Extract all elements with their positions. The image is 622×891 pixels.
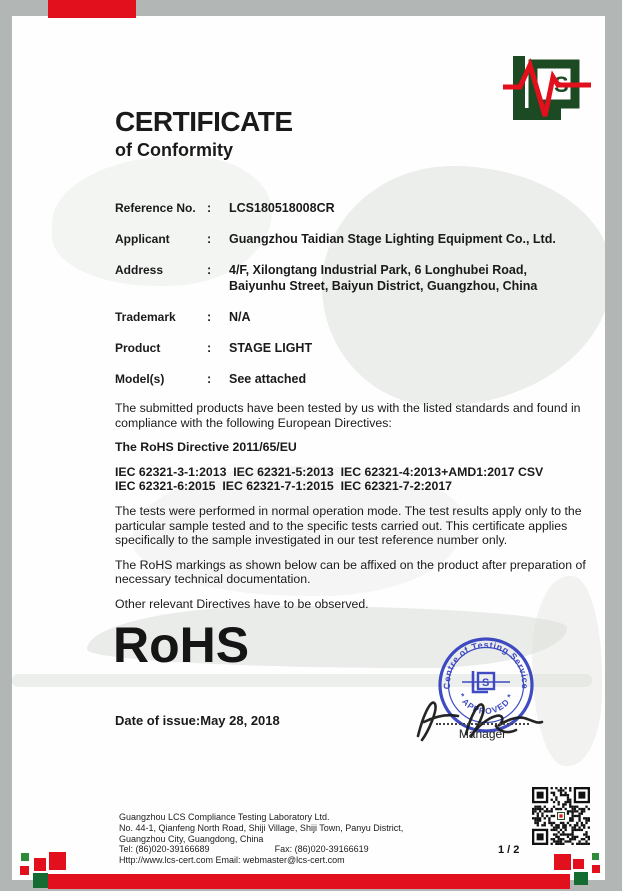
certificate-subtitle: of Conformity (115, 140, 233, 160)
standards-line-2: IEC 62321-6:2015 IEC 62321-7-1:2015 IEC 62321-7-2:2017 (115, 479, 453, 494)
footer-address-1: No. 44-1, Qianfeng North Road, Shiji Village, Shiji Town, Panyu District, (119, 822, 404, 833)
page-indicator: 1 / 2 (498, 844, 520, 856)
signature-role-label: Manager (458, 727, 507, 741)
footer-address-2: Guangzhou City, Guangdong, China (119, 833, 264, 844)
certificate-body (115, 401, 605, 622)
field-value: STAGE LIGHT (229, 341, 313, 355)
field-value: Guangzhou Taidian Stage Lighting Equipment Co., Ltd. (229, 232, 556, 246)
field-colon: : (207, 201, 212, 215)
deco-square (554, 854, 571, 870)
field-label: Address (115, 263, 164, 277)
certificate-page (12, 16, 605, 880)
deco-square (20, 866, 29, 875)
deco-square (49, 852, 66, 870)
lcs-logo (503, 54, 591, 126)
deco-square (21, 853, 29, 861)
field-colon: : (207, 341, 212, 355)
field-label: Reference No. (115, 201, 196, 215)
standards-line-1: IEC 62321-3-1:2013 IEC 62321-5:2013 IEC 62321-4:2013+AMD1:2017 CSV (115, 464, 544, 479)
stamp-logo-letter: S (482, 677, 490, 689)
field-label: Trademark (115, 310, 176, 324)
stamp-top-text: Centre of Testing Service (441, 639, 531, 690)
field-colon: : (207, 310, 212, 324)
bottom-red-bar (48, 874, 570, 889)
field-row-trademark (115, 309, 585, 325)
field-colon: : (207, 372, 212, 386)
field-row-product (115, 340, 585, 356)
logo-letter: S (554, 72, 569, 97)
deco-square (592, 865, 600, 873)
certificate-fields (115, 200, 585, 402)
intro-paragraph: The submitted products have been tested by us with the listed standards and found in compliance with the following European Directives: (115, 401, 581, 430)
deco-square (574, 872, 588, 885)
field-row-applicant (115, 231, 585, 247)
rohs-mark: RoHS (113, 617, 250, 673)
field-row-address (115, 262, 585, 294)
marking-note-paragraph: The RoHS markings as shown below can be affixed on the product after preparation of necessary technical documentation. (115, 557, 586, 587)
directive-line: The RoHS Directive 2011/65/EU (115, 440, 297, 455)
certificate-title: CERTIFICATE (115, 106, 293, 137)
top-red-bar (48, 0, 136, 18)
field-value: LCS180518008CR (229, 201, 335, 215)
date-of-issue: Date of issue:May 28, 2018 (115, 713, 280, 728)
field-row-reference (115, 200, 585, 216)
field-label: Product (115, 341, 161, 355)
signature-line (436, 723, 529, 725)
test-note-paragraph: The tests were performed in normal operation mode. The test results apply only to the particular sample tested and to the specific tests carried out. This certificate applies specifically to the sample investigated in our test reference number only. (115, 503, 582, 548)
lab-footer (119, 812, 403, 866)
field-value: N/A (229, 310, 251, 324)
field-value: See attached (229, 372, 307, 386)
field-colon: : (207, 263, 212, 277)
other-note-paragraph: Other relevant Directives have to be observed. (115, 596, 369, 611)
field-colon: : (207, 232, 212, 246)
deco-square (573, 859, 584, 869)
qr-code (532, 787, 590, 845)
field-row-models (115, 371, 585, 387)
field-value: 4/F, Xilongtang Industrial Park, 6 Longhubei Road, Baiyunhu Street, Baiyun District, Guangzhou, China (229, 263, 538, 293)
field-label: Applicant (115, 232, 170, 246)
footer-tel-fax: Tel: (86)020-39166689 Fax: (86)020-39166619 (119, 844, 369, 855)
footer-company: Guangzhou LCS Compliance Testing Laboratory Ltd. (119, 812, 330, 822)
deco-square (592, 853, 599, 860)
deco-square (34, 858, 46, 871)
field-label: Model(s) (115, 372, 165, 386)
stamp-bottom-text: * APPROVED * (456, 691, 516, 717)
deco-square (33, 873, 48, 888)
footer-web-email: Http://www.lcs-cert.com Email: webmaster@lcs-cert.com (119, 855, 345, 866)
